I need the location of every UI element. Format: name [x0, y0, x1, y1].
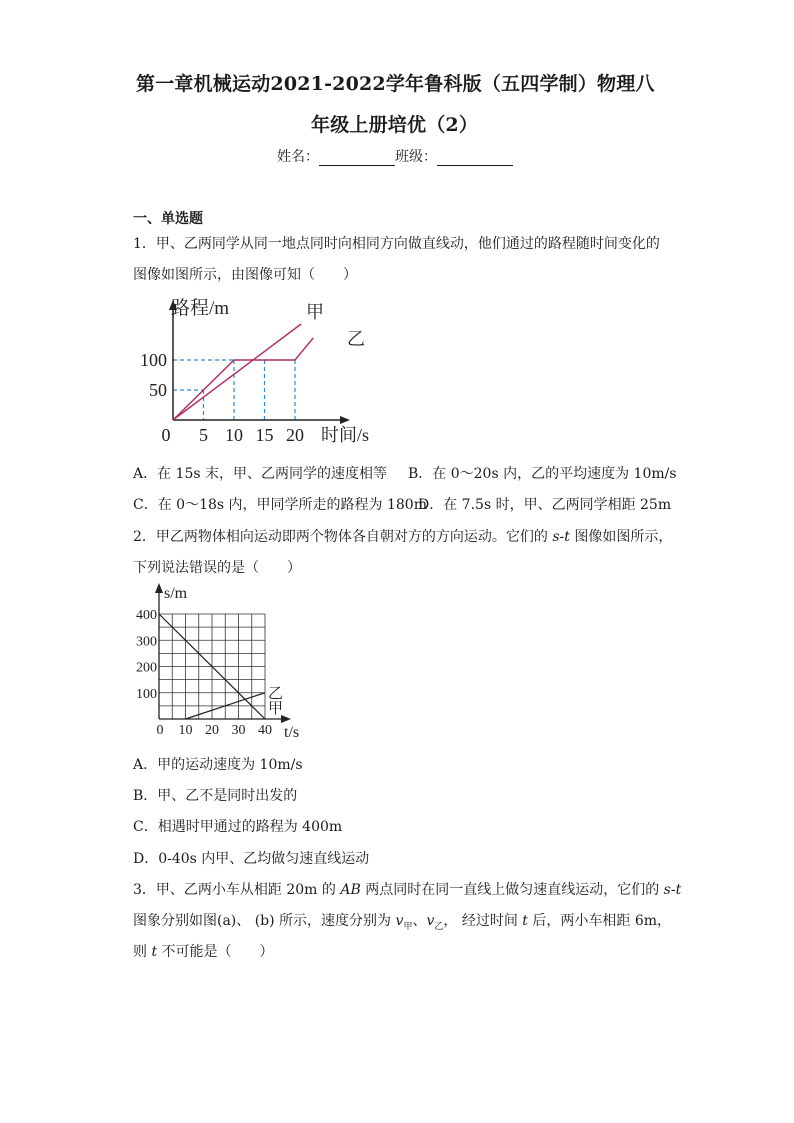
q2-stem-var: s-t: [552, 529, 570, 545]
chart2-series-label-jia: 甲: [268, 701, 284, 717]
chart1-y-tick-label-100: 100: [140, 350, 167, 370]
q2-option-d[interactable]: D．0-40s 内甲、乙均做匀速直线运动: [133, 851, 370, 867]
chart1-x-axis-label: 时间/s: [321, 425, 370, 445]
q1-stem-line-1: 1．甲、乙两同学从同一地点同时向相同方向做直线动，他们通过的路程随时间变化的: [133, 236, 660, 252]
q3-stem-line-3: [133, 941, 274, 961]
q3-text-7: 不可能是（ ）: [157, 944, 274, 960]
chart2-y-tick-label-100: 100: [136, 686, 157, 702]
name-blank[interactable]: [319, 151, 395, 166]
q3-var-t-2: t: [151, 944, 158, 960]
q3-var-st: s-t: [663, 882, 682, 898]
q1-stem-line-2: 图像如图所示，由图像可知（ ）: [133, 267, 357, 283]
q3-sub-jia: 甲: [403, 921, 413, 932]
chart1-series-jia-line: [173, 324, 301, 420]
q1-option-a[interactable]: A．在 15s 末，甲、乙两同学的速度相等: [133, 466, 388, 482]
chart1-series-yi-line: [173, 338, 313, 420]
q2-option-b[interactable]: B．甲、乙不是同时出发的: [133, 788, 298, 804]
class-blank[interactable]: [437, 151, 513, 166]
q3-stem-line-2: [133, 910, 671, 932]
chart2-y-axis-arrow: [155, 583, 163, 593]
chart1-x-tick-label-20: 20: [286, 425, 304, 445]
q3-text-5: 后，两小车相距 6m，: [527, 913, 672, 929]
q1-option-d[interactable]: D．在 7.5s 时，甲、乙两同学相距 25m: [418, 497, 672, 513]
q3-v-jia: v: [395, 913, 404, 929]
chart2-y-axis-label: s/m: [164, 585, 188, 602]
q3-points-ab: AB: [340, 882, 361, 898]
q2-stem-line-2: 下列说法错误的是（ ）: [133, 560, 301, 576]
chart2-x-tick-label-30: 30: [231, 723, 246, 738]
chart2-series-label-yi: 乙: [268, 685, 284, 702]
name-label: 姓名：: [277, 149, 319, 165]
class-label: 班级：: [395, 149, 437, 165]
chart1-series-label-jia: 甲: [306, 302, 324, 322]
q3-text-2: 两点同时在同一直线上做匀速直线运动，它们的: [360, 882, 664, 898]
q3-stem-line-1: [133, 879, 681, 899]
chart2-y-tick-label-300: 300: [136, 634, 157, 650]
chart1-x-tick-label-5: 5: [199, 425, 208, 445]
q3-text-4: ， 经过时间: [443, 913, 523, 929]
q2-st-chart: [128, 580, 318, 745]
chart1-x-tick-label-10: 10: [225, 425, 243, 445]
chart2-origin-label: 0: [156, 723, 164, 738]
q1-option-b[interactable]: B．在 0～20s 内，乙的平均速度为 10m/s: [408, 466, 677, 482]
chart2-y-tick-label-400: 400: [136, 608, 157, 623]
q3-text-3: 图象分别如图(a)、 (b) 所示，速度分别为: [133, 913, 396, 929]
q3-v-yi: v: [426, 913, 435, 929]
chart1-y-axis-label: 路程/m: [171, 298, 230, 319]
q3-text-6: 则: [133, 944, 152, 960]
chart1-x-axis-arrow: [340, 416, 350, 424]
q3-comma: 、: [412, 913, 427, 929]
chart2-x-tick-label-20: 20: [205, 723, 219, 738]
chart2-x-tick-label-10: 10: [178, 723, 193, 738]
q3-var-t: t: [522, 913, 528, 929]
q2-option-c[interactable]: C．相遇时甲通过的路程为 400m: [133, 819, 343, 835]
q1-distance-time-chart: [130, 292, 390, 452]
chart2-x-tick-label-40: 40: [258, 723, 272, 738]
page-title-line-1: 第一章机械运动2021-2022学年鲁科版（五四学制）物理八: [136, 73, 655, 95]
q2-stem-text-end: 图像如图所示，: [569, 529, 673, 545]
chart1-series-label-yi: 乙: [347, 329, 365, 349]
chart1-x-tick-label-15: 15: [255, 425, 274, 445]
chart2-y-tick-label-200: 200: [136, 660, 157, 676]
chart2-x-axis-label: t/s: [284, 724, 300, 741]
q2-stem-line-1: [133, 526, 672, 546]
page-title-line-2: 年级上册培优（2）: [311, 114, 479, 136]
q3-text: 3．甲、乙两小车从相距 20m 的: [133, 882, 341, 898]
chart1-y-tick-label-50: 50: [149, 380, 167, 400]
q2-option-a[interactable]: A．甲的运动速度为 10m/s: [133, 757, 303, 773]
chart1-origin-label: 0: [161, 425, 171, 445]
section-heading: 一、单选题: [133, 211, 203, 227]
student-info: [277, 146, 513, 166]
q3-sub-yi: 乙: [434, 921, 444, 932]
q1-option-c[interactable]: C．在 0～18s 内，甲同学所走的路程为 180m: [133, 497, 427, 513]
q2-stem-text: 2．甲乙两物体相向运动即两个物体各自朝对方的方向运动。它们的: [133, 529, 553, 545]
